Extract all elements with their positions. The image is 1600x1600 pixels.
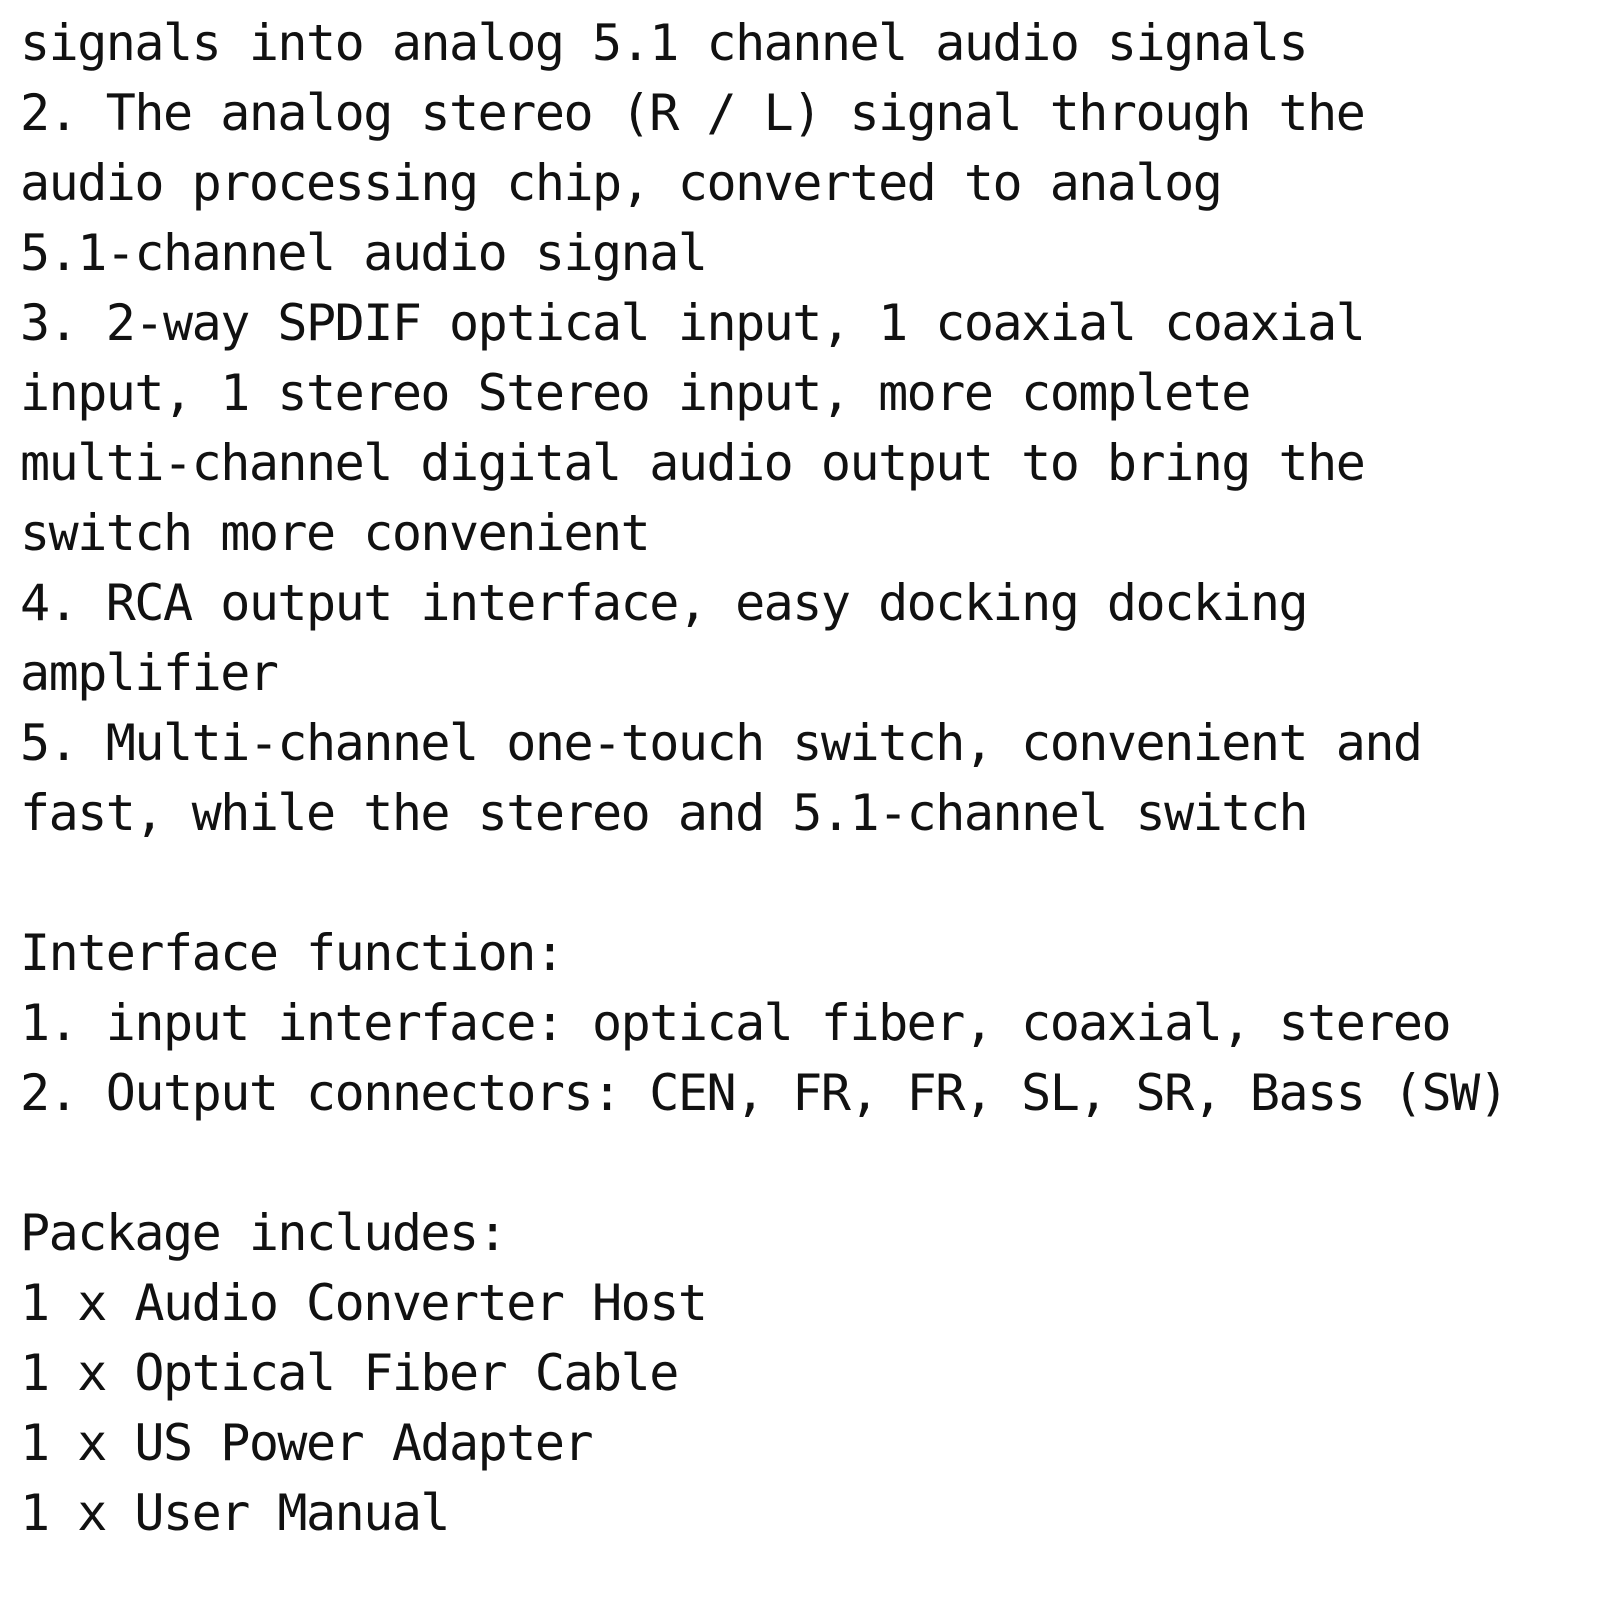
- feature-line: 3. 2-way SPDIF optical input, 1 coaxial coaxial: [20, 294, 1365, 352]
- feature-line: 2. The analog stereo (R / L) signal through the: [20, 84, 1365, 142]
- package-item: 1 x US Power Adapter: [20, 1414, 593, 1472]
- package-item: 1 x Audio Converter Host: [20, 1274, 707, 1332]
- features-section: [20, 8, 1590, 848]
- feature-line: input, 1 stereo Stereo input, more complete: [20, 364, 1250, 422]
- interface-item: 1. input interface: optical fiber, coaxial, stereo: [20, 994, 1451, 1052]
- feature-line: 4. RCA output interface, easy docking docking: [20, 574, 1308, 632]
- spacer: [20, 848, 1590, 918]
- interface-section: [20, 918, 1590, 1128]
- feature-line: signals into analog 5.1 channel audio signals: [20, 14, 1308, 72]
- document-body: [20, 8, 1590, 1548]
- package-heading: Package includes:: [20, 1204, 507, 1262]
- interface-item: 2. Output connectors: CEN, FR, FR, SL, SR, Bass (SW): [20, 1064, 1508, 1122]
- package-section: [20, 1198, 1590, 1548]
- feature-line: fast, while the stereo and 5.1-channel switch: [20, 784, 1308, 842]
- feature-line: switch more convenient: [20, 504, 650, 562]
- spacer: [20, 1128, 1590, 1198]
- feature-line: audio processing chip, converted to analog: [20, 154, 1222, 212]
- interface-heading: Interface function:: [20, 924, 564, 982]
- feature-line: multi-channel digital audio output to bring the: [20, 434, 1365, 492]
- feature-line: amplifier: [20, 644, 278, 702]
- feature-line: 5. Multi-channel one-touch switch, convenient and: [20, 714, 1422, 772]
- package-item: 1 x User Manual: [20, 1484, 450, 1542]
- package-item: 1 x Optical Fiber Cable: [20, 1344, 678, 1402]
- feature-line: 5.1-channel audio signal: [20, 224, 707, 282]
